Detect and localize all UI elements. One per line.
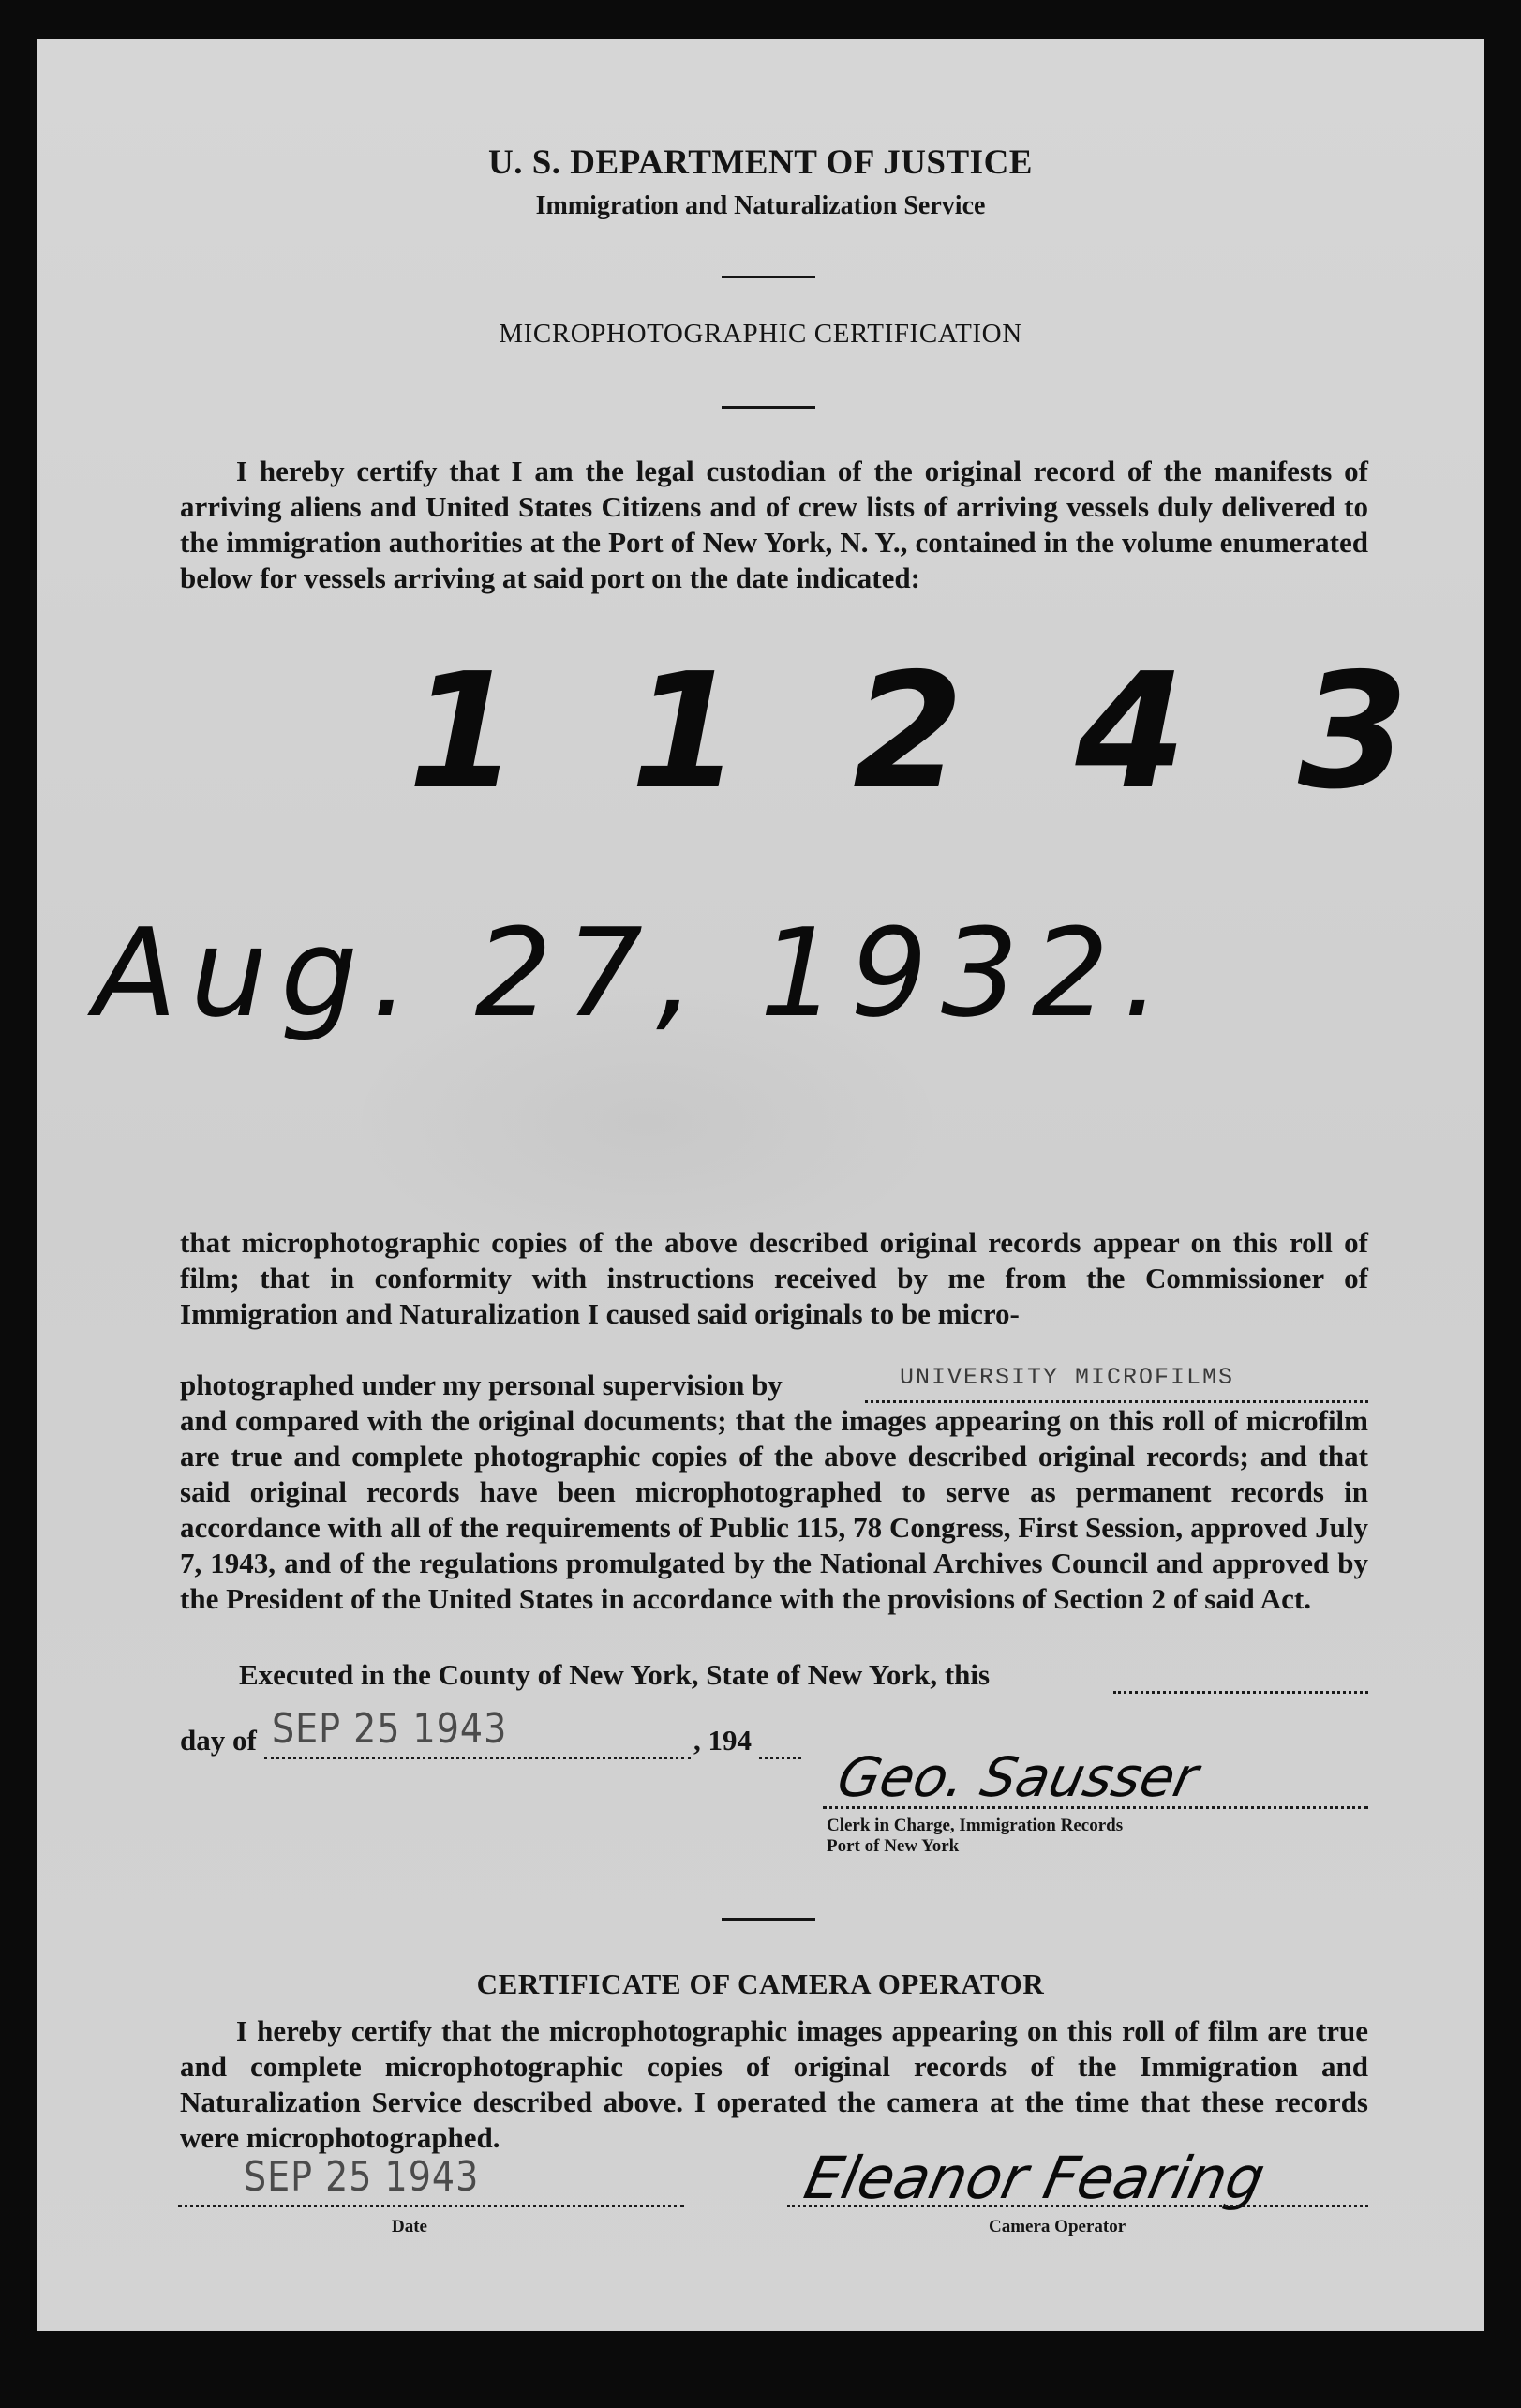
custodian-statement: I hereby certify that I am the legal custodian of the original record of the manifests of arriving aliens and United States Citizens and of crew lists of arriving vessels duly delivered to the immigration authorities at the Port of New York, N. Y., contained in the volume enumerated below for vessels arriving at said port on the date indicated:: [180, 455, 1368, 594]
department-heading: U. S. DEPARTMENT OF JUSTICE: [488, 143, 1033, 182]
operator-signature: Eleanor Fearing: [798, 2144, 1271, 2212]
date-stamp: SEP 25 1943: [272, 1704, 508, 1753]
clerk-port: Port of New York: [827, 1836, 960, 1856]
certification-body-part-1: that microphotographic copies of the above described original records appear on this roll of film; that in conformity with instructions received by me from the Commissioner of Immigration and Naturalization I caused said originals to be micro-: [180, 1226, 1368, 1330]
year-prefix: , 194: [693, 1724, 752, 1757]
day-of-label: day of: [180, 1724, 257, 1757]
date-line: [178, 2205, 684, 2207]
certification-title: MICROPHOTOGRAPHIC CERTIFICATION: [499, 319, 1022, 349]
signature-line: [823, 1806, 1368, 1809]
dotted-blank-line: [1113, 1691, 1368, 1694]
volume-number: 1 1 2 4 3: [408, 639, 1438, 825]
executed-line: Executed in the County of New York, State of New York, this: [239, 1658, 991, 1691]
arrival-date: Aug. 27, 1932.: [94, 902, 1174, 1044]
operator-label: Camera Operator: [989, 2217, 1126, 2236]
divider: [722, 1918, 815, 1921]
date-label: Date: [392, 2217, 427, 2236]
divider: [722, 276, 815, 278]
dotted-blank-line: [264, 1757, 691, 1759]
operator-date-stamp: SEP 25 1943: [244, 2152, 480, 2201]
divider: [722, 406, 815, 409]
supervision-prefix: photographed under my personal supervision by: [180, 1369, 783, 1401]
service-subheading: Immigration and Naturalization Service: [535, 191, 986, 220]
camera-operator-statement: I hereby certify that the microphotographic images appearing on this roll of film are true and complete microphotographic copies of original records of the Immigration and Naturalization Service described above. I operated the camera at the time that these records were microphotographed.: [180, 2014, 1368, 2154]
signature-line: [787, 2205, 1368, 2207]
clerk-title: Clerk in Charge, Immigration Records: [827, 1816, 1124, 1835]
camera-operator-title: CERTIFICATE OF CAMERA OPERATOR: [476, 1967, 1045, 2000]
microfilm-company: UNIVERSITY MICROFILMS: [900, 1364, 1235, 1391]
certification-body-part-2: and compared with the original documents; that the images appearing on this roll of microfilm are true and complete photographic copies of the above described original records; and that said original records have been microphotographed to serve as permanent records in accordance with all of the requirements of Public 115, 78 Congress, First Session, approved July 7, 1943, and of the regulations promulgated by the National Archives Council and approved by the President of the United States in accordance with the provisions of Section 2 of said Act.: [180, 1404, 1368, 1615]
certificate-page: [37, 39, 1484, 2331]
dotted-blank-line: [759, 1757, 801, 1759]
clerk-signature: Geo. Sausser: [831, 1745, 1204, 1809]
